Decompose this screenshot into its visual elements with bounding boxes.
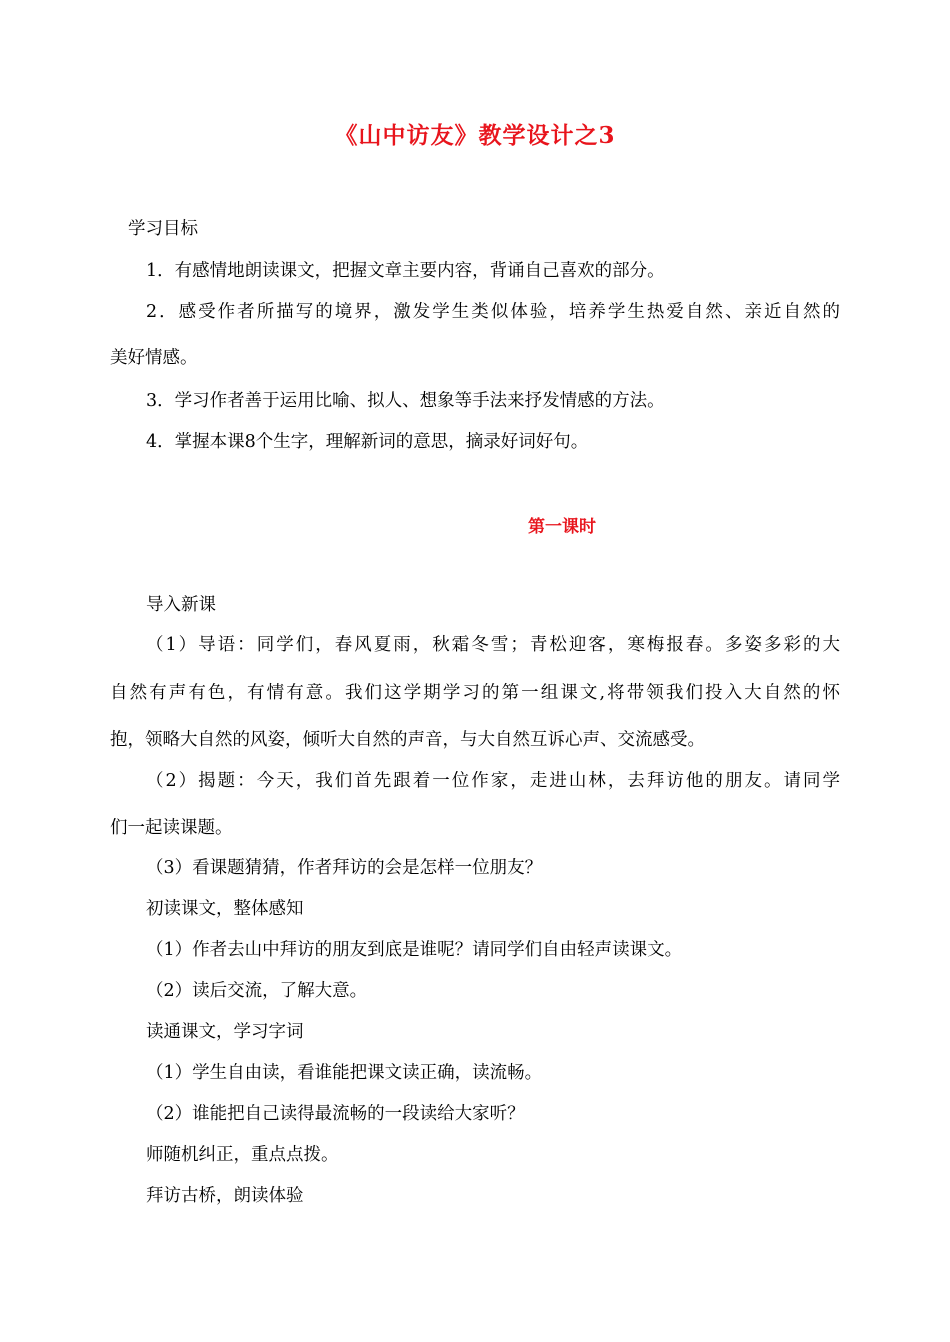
bridge-heading: 拜访古桥，朗读体验	[146, 1186, 304, 1206]
vocabulary-p1: （1）学生自由读，看谁能把课文读正确，读流畅。	[146, 1063, 543, 1083]
objective-item-2-line-1: 2．感受作者所描写的境界，激发学生类似体验，培养学生热爱自然、亲近自然的	[146, 302, 840, 322]
intro-p2-line-2: 们一起读课题。	[110, 818, 233, 838]
intro-p1-line-2: 自然有声有色，有情有意。我们这学期学习的第一组课文,将带领我们投入大自然的怀	[110, 683, 840, 703]
vocabulary-p2: （2）谁能把自己读得最流畅的一段读给大家听？	[146, 1104, 525, 1124]
lesson-heading: 第一课时	[528, 517, 596, 537]
objective-item-3: 3．学习作者善于运用比喻、拟人、想象等手法来抒发情感的方法。	[146, 391, 665, 411]
objective-item-2-line-2: 美好情感。	[110, 348, 198, 368]
objective-item-4: 4．掌握本课8个生字，理解新词的意思，摘录好词好句。	[146, 432, 589, 452]
intro-heading: 导入新课	[146, 595, 216, 615]
first-reading-p1: （1）作者去山中拜访的朋友到底是谁呢？请同学们自由轻声读课文。	[146, 940, 683, 960]
intro-p1-line-1: （1）导语：同学们，春风夏雨，秋霜冬雪；青松迎客，寒梅报春。多姿多彩的大	[146, 635, 840, 655]
intro-p2-line-1: （2）揭题：今天，我们首先跟着一位作家，走进山林，去拜访他的朋友。请同学	[146, 771, 840, 791]
document-title: 《山中访友》教学设计之3	[334, 122, 616, 149]
first-reading-p2: （2）读后交流，了解大意。	[146, 981, 368, 1001]
first-reading-heading: 初读课文，整体感知	[146, 899, 304, 919]
objectives-heading: 学习目标	[128, 219, 198, 239]
vocabulary-p3: 师随机纠正，重点点拨。	[146, 1145, 339, 1165]
intro-p1-line-3: 抱，领略大自然的风姿，倾听大自然的声音，与大自然互诉心声、交流感受。	[110, 730, 705, 750]
objective-item-1: 1．有感情地朗读课文，把握文章主要内容，背诵自己喜欢的部分。	[146, 261, 665, 281]
vocabulary-heading: 读通课文，学习字词	[146, 1022, 304, 1042]
intro-p3: （3）看课题猜猜，作者拜访的会是怎样一位朋友？	[146, 858, 543, 878]
